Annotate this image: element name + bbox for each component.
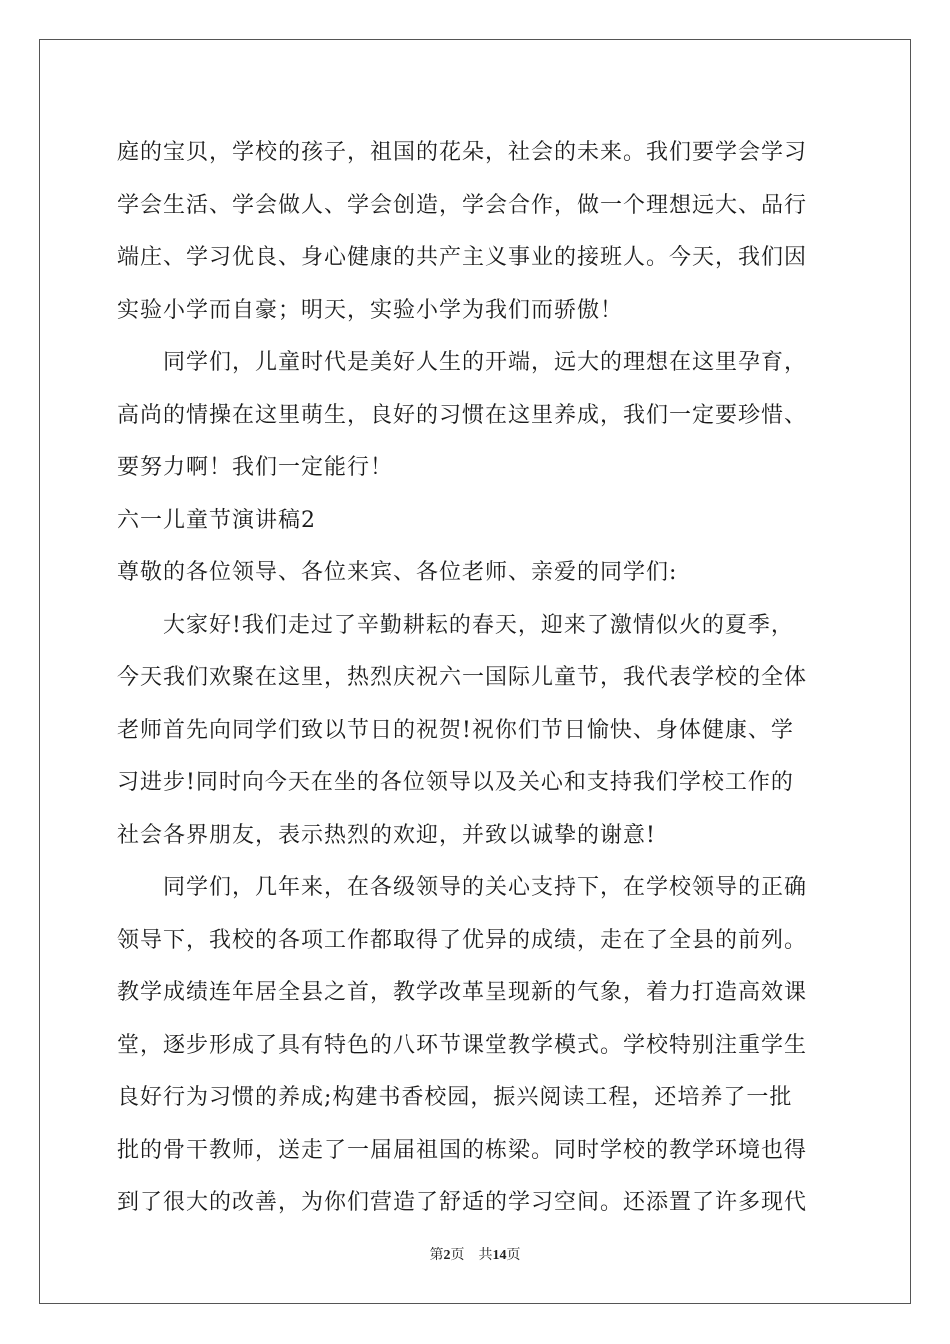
current-page-number: 2 (443, 1248, 451, 1263)
text-line: 同学们，儿童时代是美好人生的开端，远大的理想在这里孕育， (163, 350, 808, 375)
text-line: 实验小学而自豪；明天，实验小学为我们而骄傲！ (117, 297, 624, 323)
text-line: 尊敬的各位领导、各位来宾、各位老师、亲爱的同学们: (117, 560, 678, 585)
text-line: 老师首先向同学们致以节日的祝贺!祝你们节日愉快、身体健康、学 (117, 717, 794, 743)
page-label-prefix: 第 (429, 1248, 444, 1263)
text-line: 高尚的情操在这里萌生，良好的习惯在这里养成，我们一定要珍惜、 (117, 402, 808, 428)
text-line: 批的骨干教师，送走了一届届祖国的栋梁。同时学校的教学环境也得 (117, 1137, 808, 1163)
text-line: 六一儿童节演讲稿2 (117, 507, 316, 533)
total-page-number: 14 (492, 1248, 507, 1263)
text-line: 今天我们欢聚在这里，热烈庆祝六一国际儿童节，我代表学校的全体 (117, 665, 808, 690)
page-footer (0, 1244, 950, 1264)
text-line: 良好行为习惯的养成;构建书香校园，振兴阅读工程，还培养了一批 (117, 1085, 793, 1110)
total-label-suffix: 页 (506, 1248, 521, 1263)
total-label-prefix: 共 (478, 1248, 493, 1263)
text-line: 学会生活、学会做人、学会创造，学会合作，做一个理想远大、品行 (117, 192, 808, 218)
document-body (117, 127, 833, 1230)
text-line: 同学们，几年来，在各级领导的关心支持下，在学校领导的正确 (163, 875, 808, 900)
text-line: 庭的宝贝，学校的孩子，祖国的花朵，社会的未来。我们要学会学习 (117, 140, 808, 165)
text-line: 堂，逐步形成了具有特色的八环节课堂教学模式。学校特别注重学生 (117, 1032, 808, 1058)
page-label-suffix: 页 (450, 1248, 465, 1263)
text-line: 到了很大的改善，为你们营造了舒适的学习空间。还添置了许多现代 (117, 1190, 808, 1215)
text-line: 习进步!同时向今天在坐的各位领导以及关心和支持我们学校工作的 (117, 770, 794, 795)
text-line: 大家好!我们走过了辛勤耕耘的春天，迎来了激情似火的夏季， (163, 612, 794, 638)
text-line: 领导下，我校的各项工作都取得了优异的成绩，走在了全县的前列。 (117, 927, 808, 953)
text-line: 要努力啊！我们一定能行！ (117, 455, 394, 480)
text-line: 社会各界朋友，表示热烈的欢迎，并致以诚挚的谢意! (117, 822, 656, 848)
text-line: 端庄、学习优良、身心健康的共产主义事业的接班人。今天，我们因 (117, 245, 808, 270)
text-line: 教学成绩连年居全县之首，教学改革呈现新的气象，着力打造高效课 (117, 980, 808, 1005)
